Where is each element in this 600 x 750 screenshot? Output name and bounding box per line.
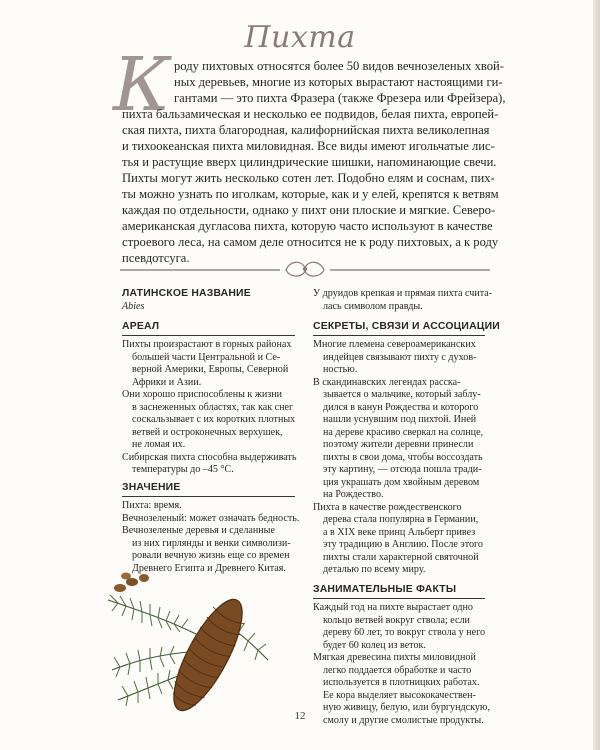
intro-line: пихта бальзамическая и несколько ее подвидов, белая пихта, европей- <box>122 107 499 121</box>
intro-line: роду пихтовых относятся более 50 видов вечнозеленых хвой- <box>174 59 504 73</box>
intro-line: Пихты могут жить несколько сотен лет. Подобно елям и соснам, пих- <box>122 171 495 185</box>
intro-line: строевого леса, на самом деле относится не к роду пихтовых, а к роду <box>122 235 499 249</box>
secrets-line: эту традицию в Англию. После этого <box>323 539 483 550</box>
areal-heading: АРЕАЛ <box>122 321 160 332</box>
areal-line: Сибирская пихта способна выдерживать <box>122 451 297 463</box>
secrets-line: ция украшать дом хвойным деревом <box>323 476 480 488</box>
intro-line: ных деревьев, многие из которых вырастают настоящими ги- <box>174 75 503 89</box>
page-edge <box>593 0 600 750</box>
intro-line: ты можно узнать по иголкам, которые, как и у елей, крепятся к ветвям <box>122 187 499 201</box>
floral-divider-ornament <box>120 258 490 280</box>
facts-line: дереву 60 лет, то вокруг ствола у него <box>323 627 486 638</box>
meaning-line: Древнего Египта и Древнего Китая. <box>132 562 286 574</box>
heading-rule <box>313 335 485 336</box>
meaning-line: Вечнозеленый: может означать бедность. <box>122 512 300 524</box>
meaning-line: ровали вечную жизнь еще со времен <box>132 550 290 561</box>
secrets-line: зывается о мальчике, который заблу- <box>323 389 481 400</box>
facts-line: кольцо ветвей вокруг ствола; если <box>323 614 470 626</box>
secrets-line: эту картину, — отсюда пошла тради- <box>323 464 482 475</box>
meaning-line: Вечнозеленые деревья и сделанные <box>122 525 275 536</box>
intro-line: американская дугласова пихта, которую часто используют в качестве <box>122 219 493 233</box>
intro-line: тья и растущие вверх цилиндрические шишки, напоминающие свечи. <box>122 155 497 169</box>
meaning-line: из них гирлянды и венки символизи- <box>132 537 291 549</box>
facts-line: будет 60 колец из веток. <box>323 639 426 651</box>
secrets-heading: СЕКРЕТЫ, СВЯЗИ И АССОЦИАЦИИ <box>313 321 500 332</box>
secrets-line: дился в канун Рождества и которого <box>323 401 479 413</box>
areal-line: в заснеженных областях, так как снег <box>132 401 294 413</box>
areal-line: соскальзывает с их коротких плотных <box>132 414 296 425</box>
secrets-line: Пихта в качестве рождественского <box>313 501 462 513</box>
secrets-line: В скандинавских легендах расска- <box>313 376 461 388</box>
secrets-line: на дереве красиво сверкал на солнце, <box>323 426 484 438</box>
secrets-line: а в XIX веке принц Альберт привез <box>323 526 476 538</box>
meaning-line: Пихта: время. <box>122 500 182 511</box>
secrets-line: пихты стали характерной святочной <box>323 551 479 563</box>
page-title: Пихта <box>244 20 356 55</box>
secrets-line: пихты в свои дома, чтобы воссоздать <box>323 451 483 463</box>
druid-line: лась символом правды. <box>323 300 423 312</box>
druid-line: У друидов крепкая и прямая пихта счита- <box>313 288 493 299</box>
facts-line: ную живицу, белую, или бургундскую, <box>323 702 490 713</box>
facts-heading: ЗАНИМАТЕЛЬНЫЕ ФАКТЫ <box>313 584 457 595</box>
facts-line: легко поддается обработке и часто <box>323 664 472 676</box>
facts-line: используется в плотницких работах. <box>323 677 480 688</box>
intro-line: ская пихта, пихта благородная, калифорнийская пихта великолепная <box>122 123 490 137</box>
page-number: 12 <box>294 710 306 722</box>
areal-line: верной Америки, Европы, Северной <box>132 364 289 375</box>
facts-line: Ее кора выделяет высококачествен- <box>323 689 476 701</box>
areal-line: Они хорошо приспособлены к жизни <box>122 389 283 400</box>
secrets-line: ностью. <box>323 364 358 375</box>
areal-line: большей части Центральной и Се- <box>132 351 281 363</box>
secrets-line: поэтому жители деревни принесли <box>323 439 474 450</box>
secrets-line: дерева стала популярна в Германии, <box>323 514 479 525</box>
latin-name: Abies <box>122 301 145 312</box>
latin-name-heading: ЛАТИНСКОЕ НАЗВАНИЕ <box>122 288 251 299</box>
areal-line: Пихты произрастают в горных районах <box>122 339 292 350</box>
facts-line: смолу и другие смолистые продукты. <box>323 714 484 726</box>
areal-line: не ломая их. <box>132 439 186 450</box>
intro-line: каждая по отдельности, однако у пихт они плоские и мягкие. Северо- <box>122 203 496 217</box>
intro-line: и тихоокеанская пихта миловидная. Все виды имеют игольчатые лис- <box>122 139 495 153</box>
areal-line: температуры до –45 °С. <box>132 464 234 475</box>
secrets-line: деталью по всему миру. <box>323 564 426 575</box>
facts-line: Мягкая древесина пихты миловидной <box>313 652 476 663</box>
heading-rule <box>313 598 485 599</box>
secrets-line: индейцев связывают пихту с духов- <box>323 351 477 363</box>
intro-line: псевдотсуга. <box>122 251 190 265</box>
fir-cone-illustration <box>98 560 278 720</box>
secrets-line: на Рождество. <box>323 489 384 500</box>
areal-line: Африки и Азии. <box>132 376 202 388</box>
drop-cap: К <box>113 42 171 128</box>
secrets-line: Многие племена североамериканских <box>313 339 476 350</box>
facts-line: Каждый год на пихте вырастает одно <box>313 602 473 613</box>
meaning-heading: ЗНАЧЕНИЕ <box>122 482 181 493</box>
intro-line: гантами — это пихта Фразера (также Фрезера или Фрейзера), <box>174 91 506 105</box>
heading-rule <box>122 496 295 497</box>
heading-rule <box>122 335 295 336</box>
areal-line: ветвей и остроконечных верхушек, <box>132 426 283 438</box>
secrets-line: нашли уснувшим под пихтой. Иней <box>323 414 477 425</box>
